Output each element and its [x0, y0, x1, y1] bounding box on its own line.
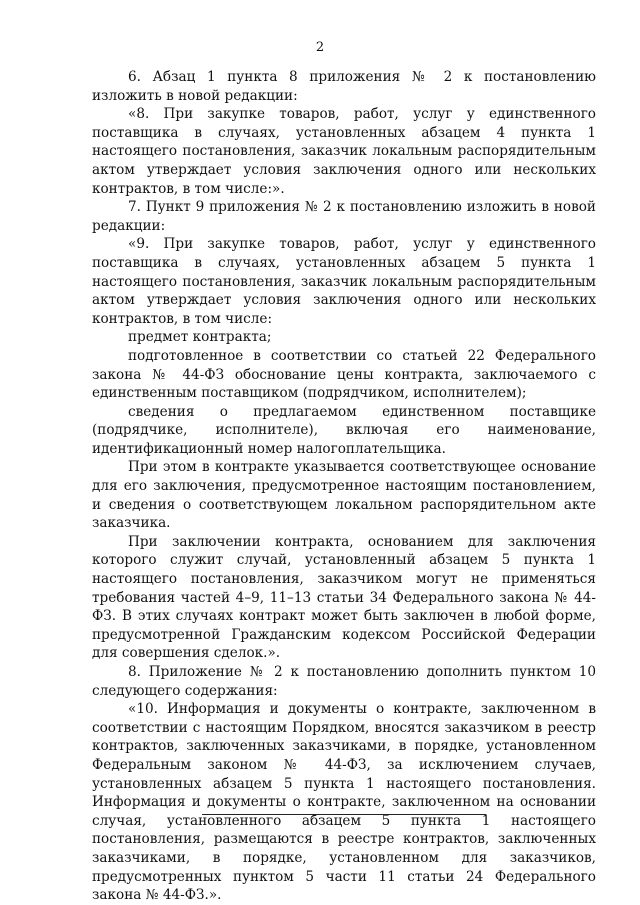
paragraph-clause-10-text: «10. Информация и документы о контракте, заключенном в соответствии с настоящим Порядком, вносятся заказчиком в реестр контрактов, заключенных заказчиками, в порядке, установленном Федеральным законом № 44-ФЗ, за исключением случаев, установленных абзацем 5 пункта 1 настоящего постановления. Информация и документы о контракте, заключенном на основании случая, установленного абзацем 5 пункта 1 настоящего постановления, размещаются в реестре контрактов, заключенных заказчиками, в порядке, установленном для заказчиков, предусмотренных пунктом 5 части 11 статьи 24 Федерального закона № 44-ФЗ.».	[92, 701, 596, 904]
paragraph-contract-conclusion: При заключении контракта, основанием для заключения которого служит случай, установленный абзацем 5 пункта 1 настоящего постановления, заказчиком могут не применяться требования частей 4–9, 11–13 статьи 34 Федерального закона № 44-ФЗ. В этих случаях контракт может быть заключен в любой форме, предусмотренной Гражданским кодексом Российской Федерации для совершения сделок.».	[92, 533, 596, 662]
paragraph-clause-9-text: «9. При закупке товаров, работ, услуг у единственного поставщика в случаях, установленных абзацем 5 пункта 1 настоящего постановления, заказчик локальным распорядительным актом утверждает условия заключения одного или нескольких контрактов, в том числе:	[92, 236, 596, 327]
paragraph-supplier-info: сведения о предлагаемом единственном поставщике (подрядчике, исполнителе), включая его наименование, идентификационный номер налогоплательщика.	[92, 403, 596, 457]
paragraph-clause-8-text: «8. При закупке товаров, работ, услуг у единственного поставщика в случаях, установленных абзацем 4 пункта 1 настоящего постановления, заказчик локальным распорядительным актом утверждает условия заключения одного или нескольких контрактов, в том числе:».	[92, 106, 596, 197]
paragraph-contract-subject: предмет контракта;	[128, 329, 272, 346]
paragraph-amendment-7: 7. Пункт 9 приложения № 2 к постановлению изложить в новой редакции:	[92, 199, 596, 234]
paragraph-contract-basis: При этом в контракте указывается соответствующее основание для его заключения, предусмотренное настоящим постановлением, и сведения о соответствующем локальном распорядительном акте заказчика.	[92, 459, 596, 532]
paragraph-amendment-8: 8. Приложение № 2 к постановлению дополнить пунктом 10 следующего содержания:	[92, 664, 596, 699]
closing-divider-line	[202, 814, 486, 815]
page-number: 2	[315, 40, 325, 55]
document-body	[92, 68, 596, 905]
paragraph-amendment-6: 6. Абзац 1 пункта 8 приложения № 2 к постановлению изложить в новой редакции:	[92, 69, 596, 104]
paragraph-price-justification: подготовленное в соответствии со статьей 22 Федерального закона № 44-ФЗ обоснование цены контракта, заключаемого с единственным поставщиком (подрядчиком, исполнителем);	[92, 347, 596, 402]
